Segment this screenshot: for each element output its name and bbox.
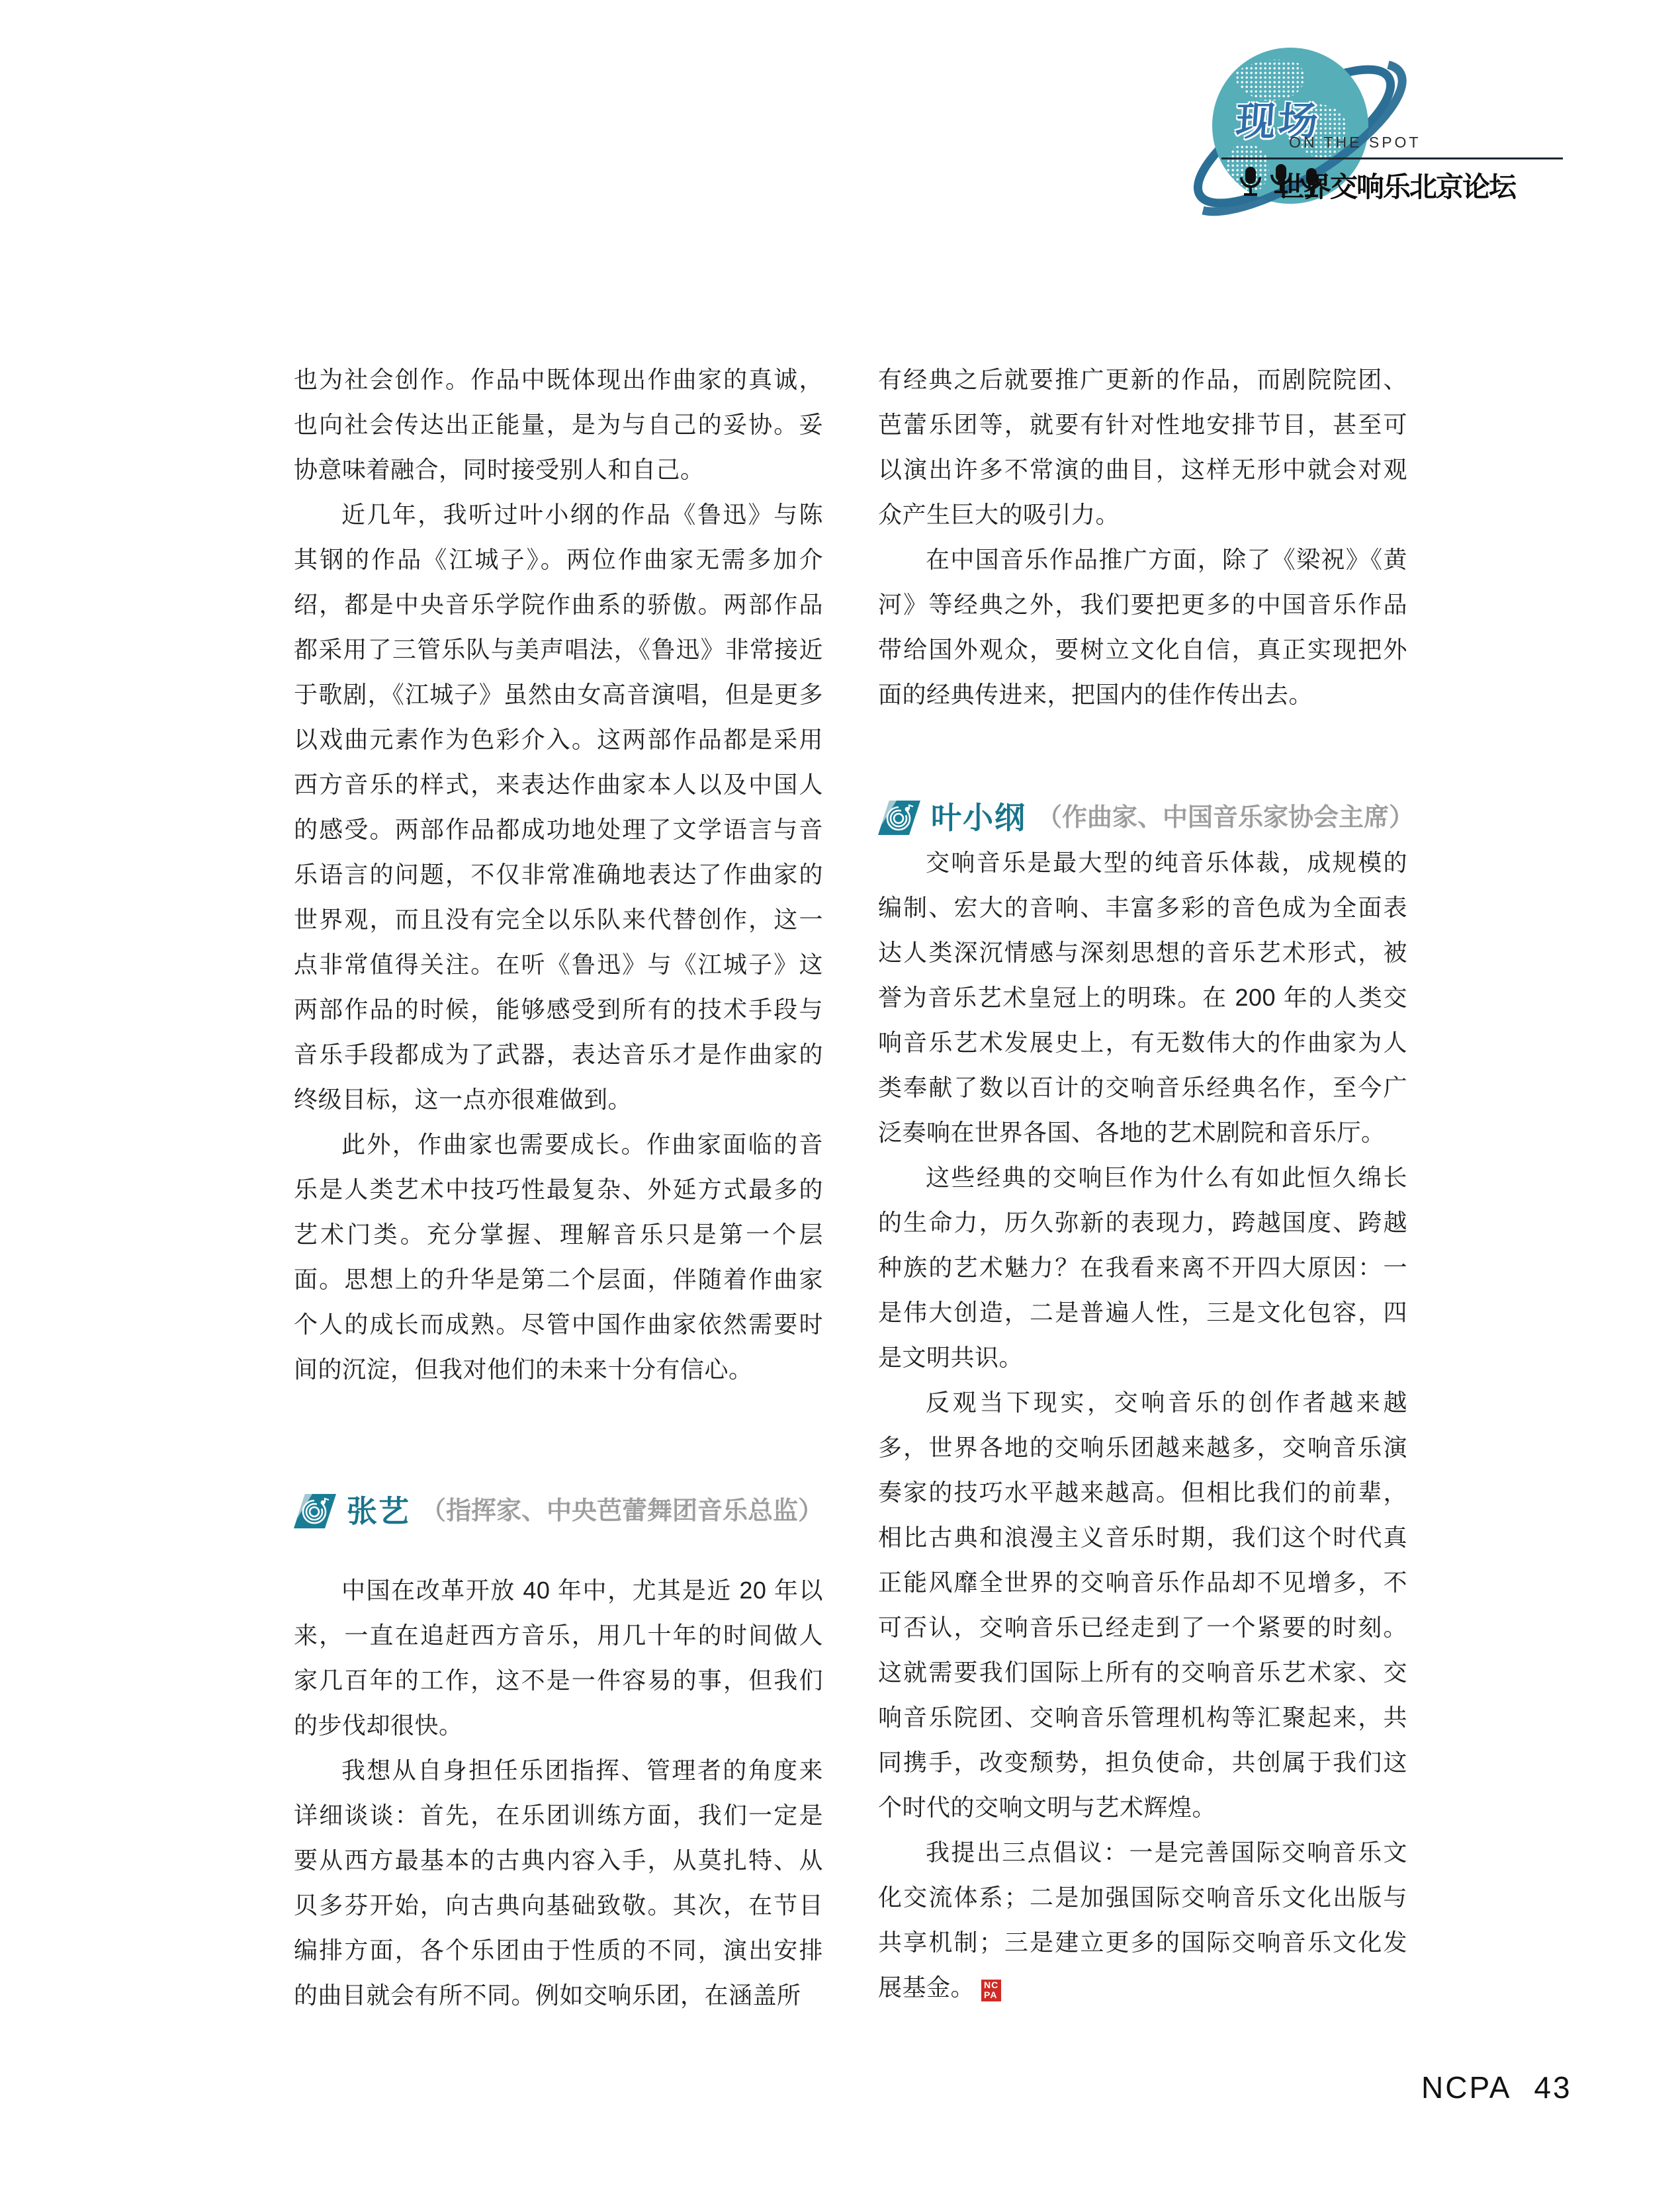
paragraph: 我提出三点倡议：一是完善国际交响音乐文化交流体系；二是加强国际交响音乐文化出版与共享机制；三是建立更多的国际交响音乐文化发展基金。 NC PA [878, 1839, 1407, 2001]
paragraph: 交响音乐是最大型的纯音乐体裁，成规模的编制、宏大的音响、丰富多彩的音色成为全面表达人类深沉情感与深刻思想的音乐艺术形式，被誉为音乐艺术皇冠上的明珠。在 200 年的人类交响音乐艺术发展史上，有无数伟大的作曲家为人类奉献了数以百计的交响音乐经典名作，至今广泛奏响在世界各国、各地的艺术剧院和音乐厅。 [878, 849, 1407, 1146]
paragraph: 这些经典的交响巨作为什么有如此恒久绵长的生命力，历久弥新的表现力，跨越国度、跨越种族的艺术魅力？在我看来离不开四大原因：一是伟大创造，二是普遍人性，三是文化包容，四是文明共识。 [878, 1164, 1407, 1371]
paragraph: 在中国音乐作品推广方面，除了《梁祝》《黄河》等经典之外，我们要把更多的中国音乐作品带给国外观众，要树立文化自信，真正实现把外面的经典传进来，把国内的佳作传出去。 [878, 546, 1407, 708]
speaker-heading [294, 1489, 823, 1534]
speaker-badge-icon [294, 1493, 336, 1530]
paragraph: 近几年，我听过叶小纲的作品《鲁迅》与陈其钢的作品《江城子》。两位作曲家无需多加介绍，都是中央音乐学院作曲系的骄傲。两部作品都采用了三管乐队与美声唱法，《鲁迅》非常接近于歌剧，《江城子》虽然由女高音演唱，但是更多以戏曲元素作为色彩介入。这两部作品都是采用西方音乐的样式，来表达作曲家本人以及中国人的感受。两部作品都成功地处理了文学语言与音乐语言的问题，不仅非常准确地表达了作曲家的世界观，而且没有完全以乐队来代替创作，这一点非常值得关注。在听《鲁迅》与《江城子》这两部作品的时候，能够感受到所有的技术手段与音乐手段都成为了武器，表达音乐才是作曲家的终级目标，这一点亦很难做到。 [294, 501, 823, 1113]
paragraph: 也为社会创作。作品中既体现出作曲家的真诚，也向社会传达出正能量，是为与自己的妥协。妥协意味着融合，同时接受别人和自己。 [294, 366, 823, 483]
page-footer [1421, 2070, 1572, 2105]
paragraph: 我想从自身担任乐团指挥、管理者的角度来详细谈谈：首先，在乐团训练方面，我们一定是要从西方最基本的古典内容入手，从莫扎特、从贝多芬开始，向古典向基础致敬。其次，在节目编排方面，各个乐团由于性质的不同，演出安排的曲目就会有所不同。例如交响乐团，在涵盖所 [294, 1757, 823, 2009]
speaker-heading [878, 795, 1415, 840]
speaker-role: （指挥家、中央芭蕾舞团音乐总监） [421, 1497, 824, 1525]
masthead-tagline: ON THE SPOT [1289, 134, 1421, 151]
speaker-name: 张艺 [347, 1494, 410, 1528]
page-header [0, 0, 1680, 251]
paragraph: 反观当下现实，交响音乐的创作者越来越多，世界各地的交响乐团越来越多，交响音乐演奏家的技巧水平越来越高。但相比我们的前辈，相比古典和浪漫主义音乐时期，我们这个时代真正能风靡全世界的交响音乐作品却不见增多，不可否认，交响音乐已经走到了一个紧要的时刻。这就需要我们国际上所有的交响音乐艺术家、交响音乐院团、交响音乐管理机构等汇聚起来，共同携手，改变颓势，担负使命，共创属于我们这个时代的交响文明与艺术辉煌。 [878, 1389, 1407, 1821]
speaker-name: 叶小纲 [931, 801, 1026, 835]
logo-badge-text: 现场 [1234, 99, 1323, 144]
speaker-badge-icon [878, 799, 920, 836]
paragraph: 中国在改革开放 40 年中，尤其是近 20 年以来，一直在追赶西方音乐，用几十年的时间做人家几百年的工作，这不是一件容易的事，但我们的步伐却很快。 [294, 1577, 823, 1739]
article-column-right [878, 357, 1415, 2010]
page-number: 43 [1534, 2070, 1572, 2105]
masthead-section-title: 世界交响乐北京论坛 [1277, 171, 1516, 202]
ncpa-end-stamp: NC PA [981, 1980, 1001, 2001]
speaker-role: （作曲家、中国音乐家协会主席） [1037, 804, 1415, 832]
masthead-rule [1221, 157, 1563, 159]
footer-brand: NCPA [1421, 2070, 1512, 2105]
article-column-left [294, 357, 823, 2018]
paragraph: 此外，作曲家也需要成长。作曲家面临的音乐是人类艺术中技巧性最复杂、外延方式最多的艺术门类。充分掌握、理解音乐只是第一个层面。思想上的升华是第二个层面，伴随着作曲家个人的成长而成熟。尽管中国作曲家依然需要时间的沉淀，但我对他们的未来十分有信心。 [294, 1131, 823, 1383]
paragraph: 有经典之后就要推广更新的作品，而剧院院团、芭蕾乐团等，就要有针对性地安排节目，甚至可以演出许多不常演的曲目，这样无形中就会对观众产生巨大的吸引力。 [878, 366, 1407, 528]
